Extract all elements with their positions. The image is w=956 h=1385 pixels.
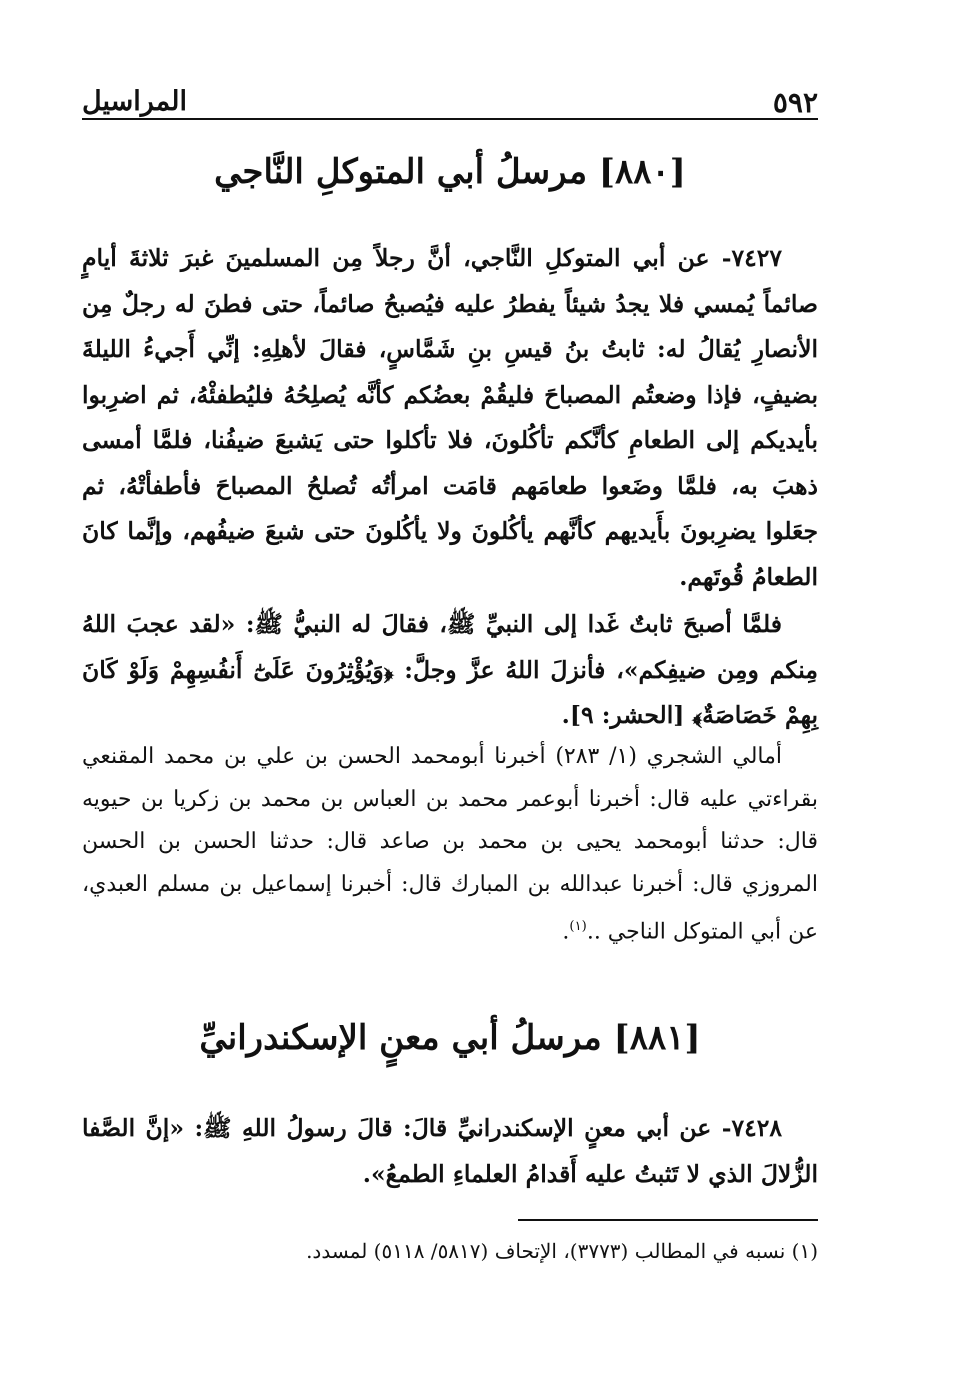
page-header [82, 80, 818, 120]
hadith-7427-paragraph: ٧٤٢٧- عن أبي المتوكلِ النَّاجي، أنَّ رجلاً مِن المسلمينَ غبرَ ثلاثةَ أيامٍ صائماً يُمسي فلا يجدُ شيئاً يفطرُ عليه فيُصبحُ صائماً، حتى فطنَ له رجلٌ مِن الأنصارِ يُقالُ له: ثابتُ بنُ قيسِ بنِ شَمَّاسٍ، فقالَ لأهلِهِ: إنِّي أَجيءُ الليلةَ بضيفٍ، فإذا وضعتُم المصباحَ فليقُمْ بعضُكم كأنَّه يُصلِحُهُ فليُطفئْهُ، ثم اضرِبوا بأيديكم إلى الطعامِ كأنَّكم تأكُلونَ، فلا تأكلوا حتى يَشبعَ ضيفُنا، فلمَّا أمسى ذهبَ به، فلمَّا وضَعوا طعامَهم قامَت امرأتُه تُصلحُ المصباحَ فأطفأتْهُ، ثم جعَلوا يضرِبونَ بأَيديهم كأنَّهم يأكُلونَ ولا يأكُلونَ حتى شبعَ ضيفُهم، وإنَّما كانَ الطعامُ قُوتَهم. [82, 244, 818, 591]
book-page [82, 0, 818, 1385]
running-title: المراسيل [82, 86, 187, 117]
page-number: ٥٩٢ [772, 86, 818, 119]
footnote-reference[interactable]: (١) [569, 919, 587, 934]
section-880-title: [٨٨٠] مرسلُ أبي المتوكلِ النَّاجي [214, 152, 686, 192]
hadith-7427-followup-paragraph: فلمَّا أصبحَ ثابتٌ غَدا إلى النبيِّ ﷺ، فقالَ له النبيُّ ﷺ: «لقد عجبَ اللهُ مِنكم ومِن ضيفِكم»، فأنزلَ اللهُ عزَّ وجلَّ: ﴿وَيُؤْثِرُونَ عَلَىٰٓ أَنفُسِهِمْ وَلَوْ كَانَ بِهِمْ خَصَاصَةٌ﴾ [الحشر: ٩]. [82, 610, 818, 729]
source-citation-paragraph: أمالي الشجري (١/ ٢٨٣) أخبرنا أبومحمد الحسن بن علي بن محمد المقنعي بقراءتي عليه قال: أخبرنا أبوعمر محمد بن العباس بن محمد بن زكريا بن حيويه قال: حدثنا أبومحمد يحيى بن محمد بن صاعد قال: حدثنا الحسن بن الحسن المروزي قال: أخبرنا عبدالله بن المبارك قال: أخبرنا إسماعيل بن مسلم العبدي، عن أبي المتوكل الناجي ..$^{(١)}$. [82, 744, 818, 945]
hadith-7428-paragraph: ٧٤٢٨- عن أبي معنٍ الإسكندرانيِّ قالَ: قالَ رسولُ اللهِ ﷺ: «إنَّ الصَّفا الزُّلالَ الذي لا تَثبتُ عليه أَقدامُ العلماءِ الطمعُ». [82, 1114, 818, 1188]
header-rule [82, 118, 818, 120]
source-citation-text: أمالي الشجري (١/ ٢٨٣) أخبرنا أبومحمد الحسن بن علي بن محمد المقنعي بقراءتي عليه قال: أخبرنا أبوعمر محمد بن العباس بن محمد بن زكريا بن حيويه قال: حدثنا أبومحمد يحيى بن محمد بن صاعد قال: حدثنا الحسن بن الحسن المروزي قال: أخبرنا عبدالله بن المبارك قال: أخبرنا إسماعيل بن مسلم العبدي، عن أبي المتوكل الناجي .. [82, 744, 818, 945]
footnote-1: (١) نسبه في المطالب (٣٧٧٣)، الإتحاف (٥٨١٧/ ٥١١٨) لمسدد. [306, 1239, 818, 1263]
footnote-separator [518, 1219, 818, 1221]
section-881-title: [٨٨١] مرسلُ أبي معنٍ الإسكندرانيِّ [199, 1018, 701, 1058]
